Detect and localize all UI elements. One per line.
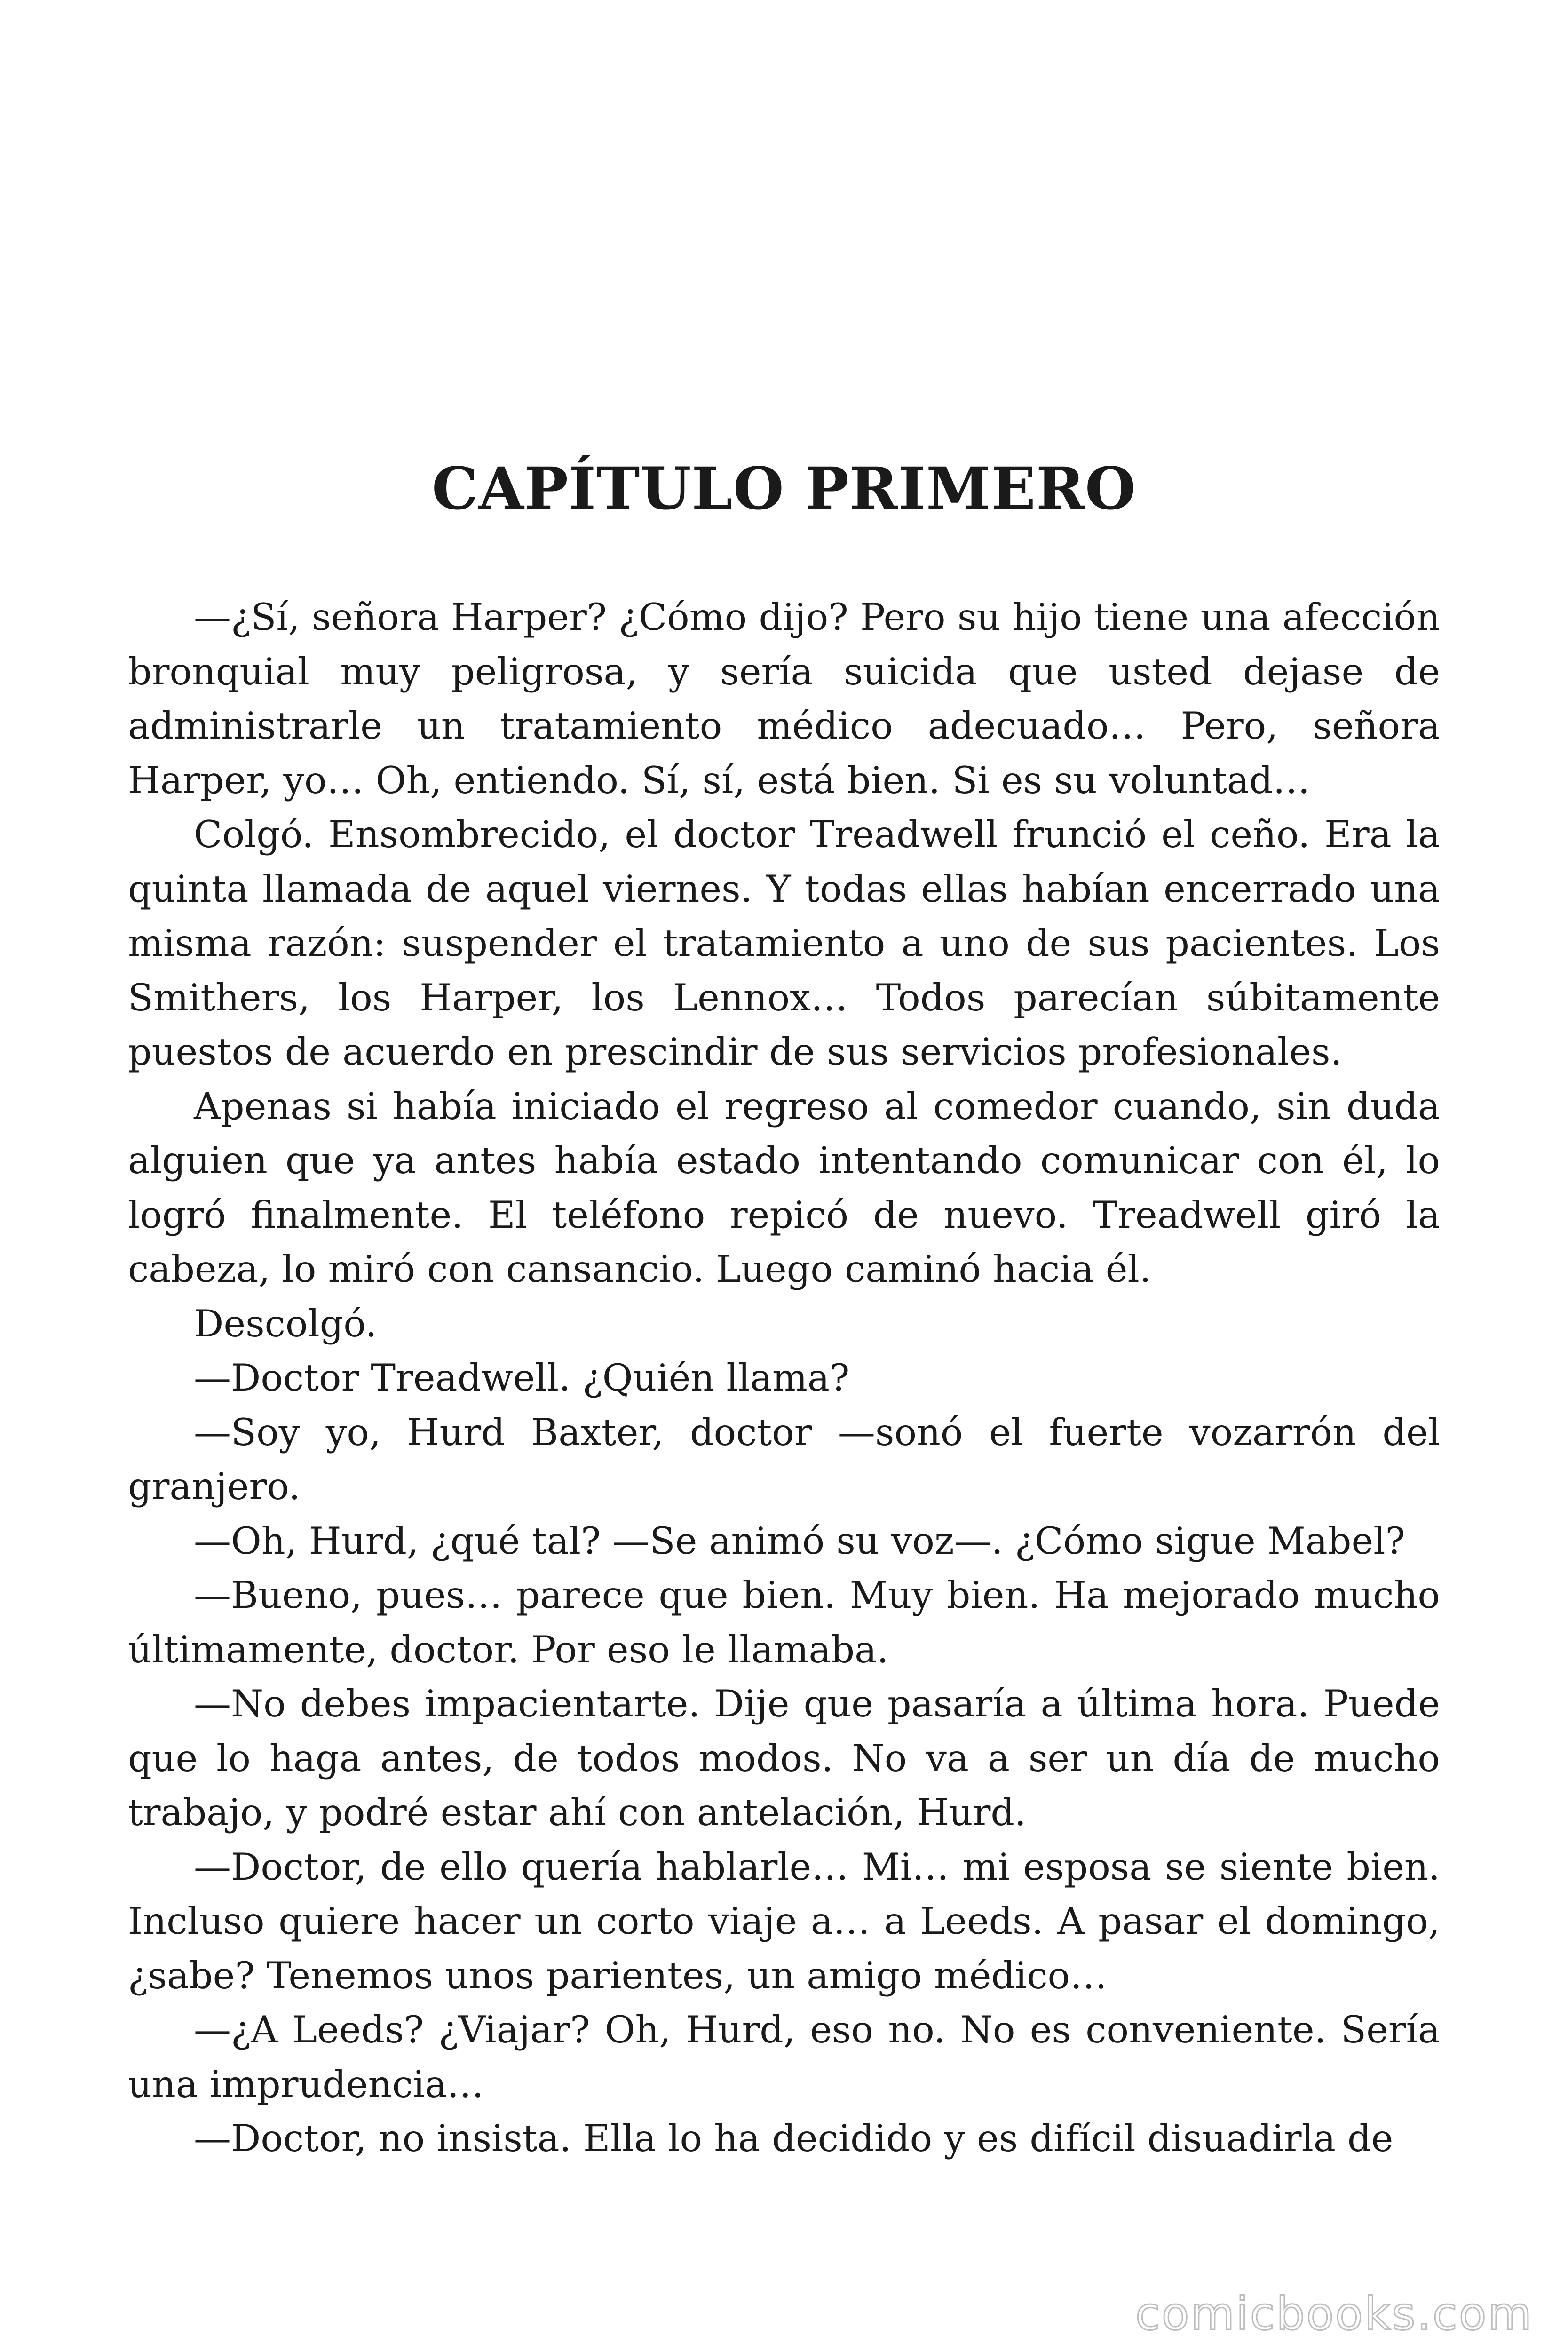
paragraph: Colgó. Ensombrecido, el doctor Treadwell frunció el ceño. Era la quinta llamada de aquel viernes. Y todas ellas habían encerrado una misma razón: suspender el tratamiento a uno de sus pacientes. Los Smithers, los Harper, los Lennox… Todos parecían súbitamente puestos de acuerdo en prescindir de sus servicios profesionales. [128, 813, 1440, 1073]
watermark: comicbooks.com [1135, 2288, 1533, 2340]
paragraph: —Doctor, de ello quería hablarle… Mi… mi esposa se siente bien. Incluso quiere hacer un corto viaje a… a Leeds. A pasar el domingo, ¿sabe? Tenemos unos parientes, un amigo médico… [128, 1845, 1440, 1997]
paragraph: Apenas si había iniciado el regreso al comedor cuando, sin duda alguien que ya antes había estado intentando comunicar con él, lo logró finalmente. El teléfono repicó de nuevo. Treadwell giró la cabeza, lo miró con cansancio. Luego caminó hacia él. [128, 1084, 1440, 1291]
paragraph: —Doctor Treadwell. ¿Quién llama? [194, 1356, 850, 1399]
paragraph: —Bueno, pues… parece que bien. Muy bien. Ha mejorado mucho últimamente, doctor. Por eso le llamaba. [128, 1573, 1440, 1671]
paragraph: —Oh, Hurd, ¿qué tal? —Se animó su voz—. ¿Cómo sigue Mabel? [194, 1519, 1405, 1563]
paragraph: —¿A Leeds? ¿Viajar? Oh, Hurd, eso no. No es conveniente. Sería una imprudencia… [128, 2008, 1440, 2106]
paragraph: —¿Sí, señora Harper? ¿Cómo dijo? Pero su hijo tiene una afección bronquial muy peligrosa, y sería suicida que usted dejase de administrarle un tratamiento médico adecuado… Pero, señora Harper, yo… Oh, entiendo. Sí, sí, está bien. Si es su voluntad… [128, 596, 1440, 802]
paragraph: Descolgó. [194, 1302, 377, 1345]
paragraph: —Soy yo, Hurd Baxter, doctor —sonó el fuerte vozarrón del granjero. [128, 1410, 1440, 1508]
paragraph: —Doctor, no insista. Ella lo ha decidido y es difícil disuadirla de [194, 2117, 1394, 2160]
chapter-title: CAPÍTULO PRIMERO [431, 455, 1137, 523]
chapter-body [128, 590, 1440, 2166]
paragraph: —No debes impacientarte. Dije que pasaría a última hora. Puede que lo haga antes, de todos modos. No va a ser un día de mucho trabajo, y podré estar ahí con antelación, Hurd. [128, 1682, 1440, 1834]
